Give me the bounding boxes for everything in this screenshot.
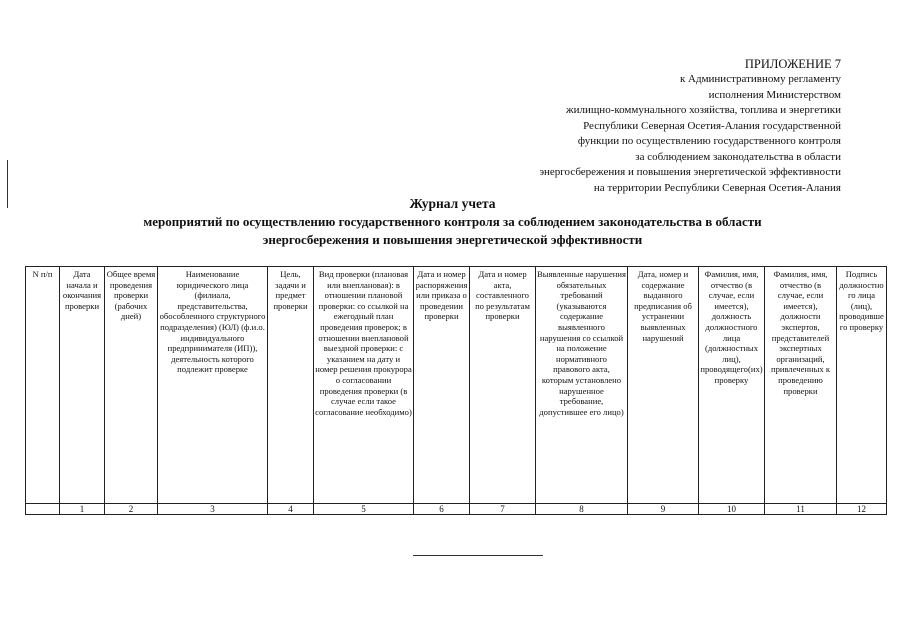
column-header: Дата, номер и содержание выданного предписания об устранении выявленных нарушений <box>628 267 699 504</box>
appendix-line: функции по осуществлению государственного контроля <box>577 135 841 147</box>
column-header: Дата и номер акта, составленного по результатам проверки <box>470 267 536 504</box>
column-number: 11 <box>765 504 837 515</box>
column-header: Подпись должностного лица (лиц), проводившего проверку <box>837 267 887 504</box>
column-number: 5 <box>314 504 414 515</box>
appendix-line: на территории Республики Северная Осетия-Алания <box>593 181 841 194</box>
appendix-line: за соблюдением законодательства в области <box>635 150 841 163</box>
appendix-line: жилищно-коммунального хозяйства, топлива и энергетики <box>565 104 841 116</box>
appendix-line: энергосбережения и повышения энергетической эффективности <box>539 166 841 178</box>
appendix-block <box>539 56 841 196</box>
appendix-line: к Административному регламенту <box>679 73 841 85</box>
column-header: N п/п <box>26 267 60 504</box>
column-number: 7 <box>470 504 536 515</box>
table-header-row <box>26 267 887 504</box>
appendix-line: Республики Северная Осетия-Алания государственной <box>583 119 841 132</box>
appendix-title: ПРИЛОЖЕНИЕ 7 <box>744 57 841 71</box>
column-number: 9 <box>628 504 699 515</box>
journal-table <box>25 266 887 515</box>
column-number: 1 <box>60 504 105 515</box>
column-header: Дата начала и окончания проверки <box>60 267 105 504</box>
journal-title: Журнал учета <box>409 196 496 211</box>
column-header: Фамилия, имя, отчество (в случае, если имеется), должность должностного лица (должностных лиц), проводящего(их) проверку <box>699 267 765 504</box>
column-number: 6 <box>414 504 470 515</box>
column-header: Наименование юридического лица (филиала, представительства, обособленного структурного подразделения) (ЮЛ) (ф.и.о. индивидуального предпринимателя (ИП)), деятельность которого подлежит проверке <box>158 267 268 504</box>
column-number: 12 <box>837 504 887 515</box>
column-header: Общее время проведения проверки (рабочих дней) <box>105 267 158 504</box>
column-number: 4 <box>268 504 314 515</box>
column-number-row <box>26 504 887 515</box>
appendix-line: исполнения Министерством <box>708 88 841 101</box>
journal-subtitle-line-2: энергосбережения и повышения энергетической эффективности <box>262 232 643 247</box>
column-header: Вид проверки (плановая или внеплановая): в отношении плановой проверки: со ссылкой на ежегодный план проведения проверок; в отношении внеплановой выездной проверки: с указанием на дату и номер решения прокурора о согласовании проведения проверки (в случае если такое согласование необходимо) <box>314 267 414 504</box>
column-number: 3 <box>158 504 268 515</box>
column-number: 2 <box>105 504 158 515</box>
journal-subtitle-line-1: мероприятий по осуществлению государственного контроля за соблюдением законодательства в области <box>143 214 762 229</box>
column-number: 8 <box>536 504 628 515</box>
column-number: 10 <box>699 504 765 515</box>
column-header: Фамилия, имя, отчество (в случае, если имеется), должности экспертов, представителей экспертных организаций, привлеченных к проведению проверки <box>765 267 837 504</box>
column-number <box>26 504 60 515</box>
column-header: Цель, задачи и предмет проверки <box>268 267 314 504</box>
column-header: Выявленные нарушения обязательных требований (указываются содержание выявленного нарушения со ссылкой на положение нормативного правового акта, которым установлено нарушенное требование, допустившее его лицо) <box>536 267 628 504</box>
footer-divider <box>413 555 543 556</box>
column-header: Дата и номер распоряжения или приказа о проведении проверки <box>414 267 470 504</box>
